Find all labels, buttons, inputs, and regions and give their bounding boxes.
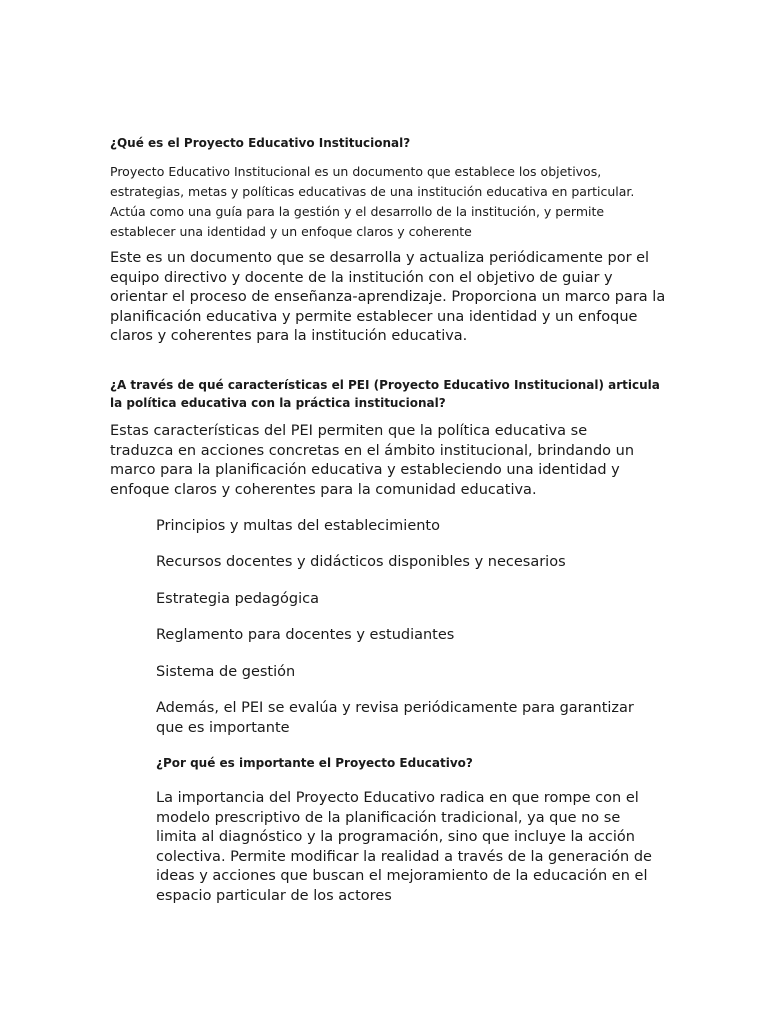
section1-paragraph2: Este es un documento que se desarrolla y actualiza periódicamente por el equipo directivo y docente de la institución con el objetivo de guiar y orientar el proceso de enseñanza-aprendizaje. Proporciona un marco para la planificación educativa y permite establecer una identidad y un enfoque claros y coherentes para la institución educativa. bbox=[110, 250, 666, 344]
list-item: Sistema de gestión bbox=[156, 664, 296, 680]
list-item: Reglamento para docentes y estudiantes bbox=[156, 627, 455, 643]
list-item: Además, el PEI se evalúa y revisa periódicamente para garantizar que es importante bbox=[156, 700, 634, 736]
section3-heading: ¿Por qué es importante el Proyecto Educativo? bbox=[156, 756, 473, 770]
list-item: Estrategia pedagógica bbox=[156, 591, 319, 607]
section2-paragraph1: Estas características del PEI permiten que la política educativa se traduzca en acciones concretas en el ámbito institucional, brindando un marco para la planificación educativa y estableciendo una identidad y enfoque claros y coherentes para la comunidad educativa. bbox=[110, 423, 635, 498]
section3-paragraph1: La importancia del Proyecto Educativo radica en que rompe con el modelo prescriptivo de la planificación tradicional, ya que no se limita al diagnóstico y la programación, sino que incluye la acción colectiva. Permite modificar la realidad a través de la generación de ideas y acciones que buscan el mejoramiento de la educación en el espacio particular de los actores bbox=[156, 790, 652, 904]
section2-heading: ¿A través de qué características el PEI (Proyecto Educativo Institucional) articula la política educativa con la práctica institucional? bbox=[110, 378, 660, 410]
list-item: Recursos docentes y didácticos disponibles y necesarios bbox=[156, 554, 566, 570]
list-item: Principios y multas del establecimiento bbox=[156, 518, 440, 534]
section1-heading: ¿Qué es el Proyecto Educativo Institucional? bbox=[110, 136, 411, 150]
section1-paragraph1: Proyecto Educativo Institucional es un documento que establece los objetivos, estrategias, metas y políticas educativas de una institución educativa en particular. Actúa como una guía para la gestión y el desarrollo de la institución, y permite establecer una identidad y un enfoque claros y coherente bbox=[110, 164, 635, 239]
